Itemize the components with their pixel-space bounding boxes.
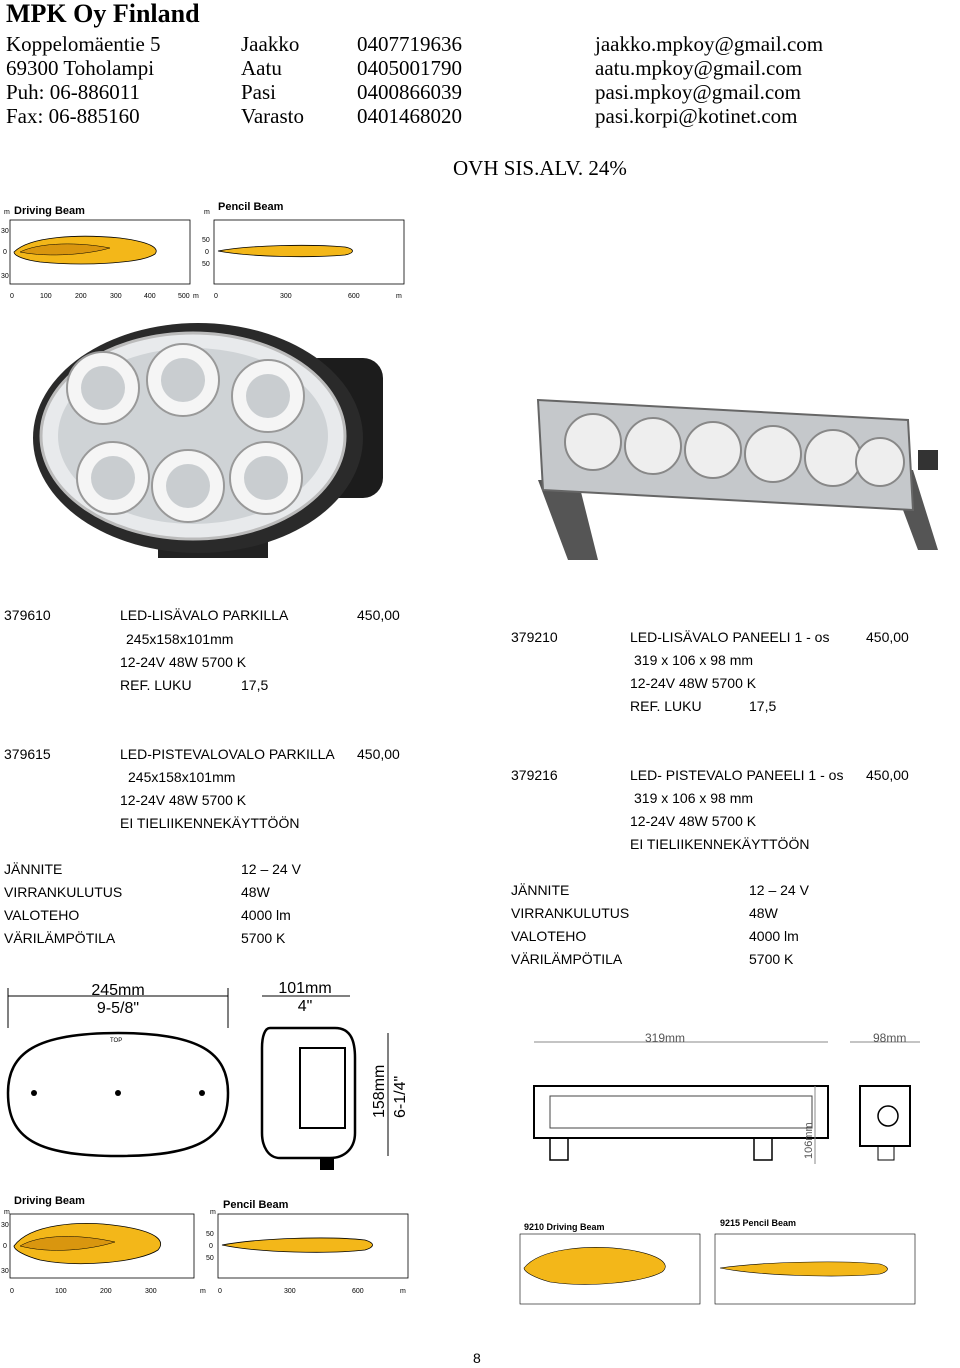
contact-name: Pasi [241, 80, 277, 104]
spec-value: 48W [241, 884, 270, 900]
bottom-beam-charts-left [0, 1190, 412, 1298]
width-in-label: 9-5/8" [96, 1000, 140, 1017]
contact-email[interactable]: jaakko.mpkoy@gmail.com [595, 32, 824, 56]
spec-label: VALOTEHO [4, 907, 80, 923]
spec-value: 5700 K [241, 930, 286, 946]
panel-lamp-dimension-drawing [510, 1024, 930, 1174]
product-dims: 245x158x101mm [128, 769, 236, 785]
spec-value: 5700 K [749, 951, 794, 967]
product-code: 379615 [4, 746, 51, 762]
product-spec: 12-24V 48W 5700 K [120, 792, 247, 808]
product-name: LED-LISÄVALO PANEELI 1 - os [630, 629, 830, 645]
product-price: 450,00 [357, 607, 400, 623]
svg-text:300: 300 [110, 293, 122, 300]
panel-pencil-beam-title: 9215 Pencil Beam [720, 1218, 797, 1228]
svg-text:600: 600 [348, 293, 360, 300]
spec-label: VIRRANKULUTUS [511, 905, 630, 921]
svg-text:0: 0 [218, 1288, 222, 1295]
svg-text:200: 200 [100, 1288, 112, 1295]
product-name: LED-PISTEVALOVALO PARKILLA [120, 746, 335, 762]
address-line: Fax: 06-885160 [6, 104, 140, 128]
spec-value: 4000 lm [749, 928, 799, 944]
product-price: 450,00 [866, 629, 909, 645]
svg-text:500: 500 [178, 293, 190, 300]
svg-text:m: m [400, 1288, 406, 1295]
svg-text:m: m [193, 293, 199, 300]
spec-label: VÄRILÄMPÖTILA [4, 930, 116, 946]
svg-text:50: 50 [206, 1255, 214, 1262]
spec-label: JÄNNITE [511, 882, 570, 898]
depth-mm-label: 101mm [278, 980, 332, 997]
svg-text:m: m [396, 293, 402, 300]
top-label: TOP [110, 1038, 123, 1044]
spec-value: 4000 lm [241, 907, 291, 923]
product-code: 379610 [4, 607, 51, 623]
svg-text:50: 50 [202, 261, 210, 268]
svg-text:100: 100 [40, 293, 52, 300]
product-code: 379216 [511, 767, 558, 783]
product-dims: 319 x 106 x 98 mm [634, 790, 754, 806]
spec-label: VÄRILÄMPÖTILA [511, 951, 623, 967]
product-spec: 12-24V 48W 5700 K [630, 675, 757, 691]
svg-text:30: 30 [1, 1268, 9, 1275]
contact-phone: 0407719636 [357, 32, 462, 56]
svg-text:0: 0 [3, 1243, 7, 1250]
svg-text:300: 300 [280, 293, 292, 300]
product-dims: 245x158x101mm [126, 631, 234, 647]
svg-text:Pencil Beam: Pencil Beam [223, 1199, 289, 1211]
product-name: LED- PISTEVALO PANEELI 1 - os [630, 767, 844, 783]
panel-driving-beam-title: 9210 Driving Beam [524, 1222, 605, 1232]
ref-value: 17,5 [241, 677, 269, 693]
panel-height-label: 106mm [803, 1122, 815, 1159]
ref-label: REF. LUKU [630, 698, 702, 714]
contact-phone: 0405001790 [357, 56, 462, 80]
pencil-beam-shape [218, 245, 353, 256]
svg-text:0: 0 [10, 1288, 14, 1295]
contact-phone: 0400866039 [357, 80, 462, 104]
svg-text:m: m [4, 1209, 10, 1216]
ref-label: REF. LUKU [120, 677, 192, 693]
unit-label: m [4, 209, 10, 216]
address-line: 69300 Toholampi [6, 56, 155, 80]
svg-text:0: 0 [209, 1243, 213, 1250]
oval-led-lamp-image [28, 318, 388, 568]
pencil-beam-title: Pencil Beam [218, 201, 284, 213]
spec-value: 12 – 24 V [749, 882, 809, 898]
svg-text:200: 200 [75, 293, 87, 300]
height-mm-label: 158mm [371, 1064, 388, 1118]
product-price: 450,00 [866, 767, 909, 783]
spec-label: JÄNNITE [4, 861, 63, 877]
product-spec: 12-24V 48W 5700 K [630, 813, 757, 829]
product-note: EI TIELIIKENNEKÄYTTÖÖN [120, 815, 300, 831]
bottom-beam-charts-right [510, 1212, 930, 1312]
svg-text:30: 30 [1, 1222, 9, 1229]
contact-email[interactable]: aatu.mpkoy@gmail.com [595, 56, 803, 80]
svg-text:m: m [200, 1288, 206, 1295]
svg-text:m: m [204, 209, 210, 216]
contact-email[interactable]: pasi.mpkoy@gmail.com [595, 80, 801, 104]
height-in-label: 6-1/4" [392, 1075, 409, 1118]
price-note: OVH SIS.ALV. 24% [453, 156, 627, 180]
product-code: 379210 [511, 629, 558, 645]
address-line: Puh: 06-886011 [6, 80, 140, 104]
svg-text:30: 30 [1, 228, 9, 235]
svg-text:50: 50 [202, 237, 210, 244]
svg-text:0: 0 [214, 293, 218, 300]
contact-phone: 0401468020 [357, 104, 462, 128]
contact-email[interactable]: pasi.korpi@kotinet.com [595, 104, 798, 128]
svg-text:600: 600 [352, 1288, 364, 1295]
svg-text:300: 300 [145, 1288, 157, 1295]
svg-text:m: m [210, 1209, 216, 1216]
led-panel-lamp-image [518, 380, 944, 560]
svg-text:400: 400 [144, 293, 156, 300]
svg-text:300: 300 [284, 1288, 296, 1295]
product-spec: 12-24V 48W 5700 K [120, 654, 247, 670]
product-price: 450,00 [357, 746, 400, 762]
product-dims: 319 x 106 x 98 mm [634, 652, 754, 668]
product-name: LED-LISÄVALO PARKILLA [120, 607, 289, 623]
ref-value: 17,5 [749, 698, 777, 714]
panel-width-label: 319mm [645, 1031, 686, 1045]
page-number: 8 [473, 1350, 481, 1366]
spec-label: VIRRANKULUTUS [4, 884, 123, 900]
spec-label: VALOTEHO [511, 928, 587, 944]
svg-text:100: 100 [55, 1288, 67, 1295]
contact-name: Aatu [241, 56, 282, 80]
width-mm-label: 245mm [91, 982, 145, 999]
address-line: Koppelomäentie 5 [6, 32, 161, 56]
depth-in-label: 4" [297, 998, 313, 1015]
contact-name: Jaakko [241, 32, 300, 56]
driving-beam-title: Driving Beam [14, 205, 85, 217]
svg-text:0: 0 [205, 249, 209, 256]
top-beam-charts [0, 198, 410, 306]
svg-text:0: 0 [3, 249, 7, 256]
product-note: EI TIELIIKENNEKÄYTTÖÖN [630, 836, 810, 852]
svg-text:Driving Beam: Driving Beam [14, 1195, 85, 1207]
svg-text:0: 0 [10, 293, 14, 300]
oval-lamp-dimension-drawing [0, 978, 420, 1178]
company-name: MPK Oy Finland [6, 0, 200, 28]
spec-value: 12 – 24 V [241, 861, 301, 877]
spec-value: 48W [749, 905, 778, 921]
contact-name: Varasto [241, 104, 304, 128]
svg-text:30: 30 [1, 273, 9, 280]
svg-text:50: 50 [206, 1231, 214, 1238]
panel-depth-label: 98mm [873, 1031, 907, 1045]
